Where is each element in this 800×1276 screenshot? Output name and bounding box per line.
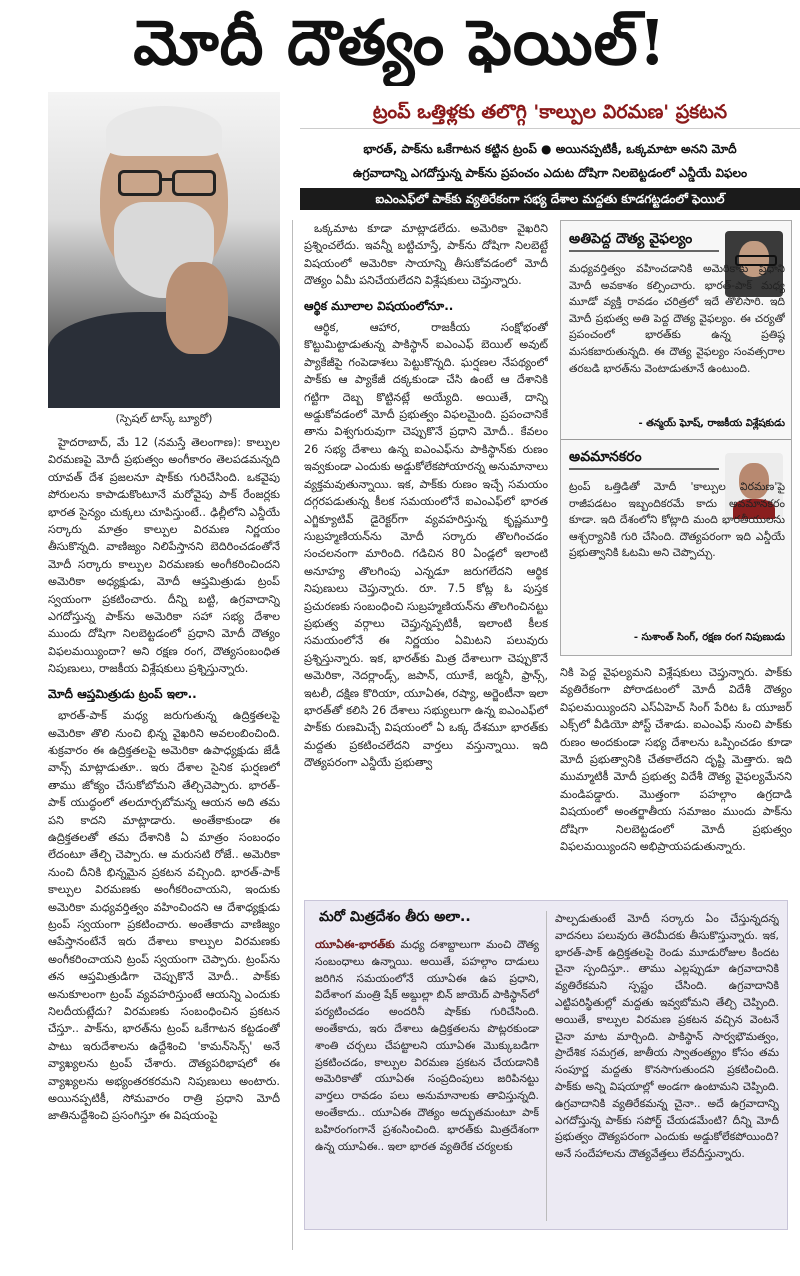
- column-3: [560, 664, 792, 890]
- mitra-title: మరో మిత్రదేశం తీరు అలా..: [319, 909, 471, 925]
- col2-paragraph-2: ఆర్థిక, ఆహార, రాజకీయ సంక్షోభంతో కొట్టుమిట్టాడుతున్న పాకిస్థాన్ ఐఎంఎఫ్ బెయిల్ అవుట్ ప్యాకేజీపై గంపెడాశలు పెట్టుకొన్నది. ఘర్షణల నేపథ్యంలో పాక్‌కు ఆ ప్యాకేజీ దక్కకుండా చేసి ఉంటే ఆ దేశానికి గట్టిగా దెబ్బ కొట్టినట్లే అయ్యేది. అయితే, దాన్ని అడ్డుకోవడంలో మోదీ ప్రభుత్వం విఫలమైంది. ప్రపంచానికే తాను విశ్వగురువుగా చెప్పుకొనే ప్రధాని మోదీ.. కేవలం 26 సభ్య దేశాలు ఉన్న ఐఎంఎఫ్‌ను పాకిస్థాన్‌కు రుణం ఇవ్వకుండా ఎందుకు అడ్డుకోలేకపోయారన్న అనుమానాలు వ్యక్తమవుతున్నాయి. ఇక, పాక్‌కు రుణం ఇచ్చే సమయం దగ్గరపడుతున్న కీలక సమయంలోనే ఐఎంఎఫ్‌లో భారత ఎగ్జిక్యూటివ్ డైరెక్టర్‌గా వ్యవహరిస్తున్న కృష్ణమూర్తి సుబ్రహ్మణియన్‌ను మోదీ సర్కారు తొలగించడం సంచలనంగా మారింది. గడిచిన 80 ఏండ్లలో ఇలాంటి అనూహ్య తొలగింపు ఎన్నడూ జరుగలేదని ఆర్థిక నిపుణులు చెప్తున్నారు. రూ. 7.5 కోట్ల ఓ పుస్తక ప్రచురణకు సంబంధించి సుబ్రహ్మణియన్‌ను తొలగించినట్టు ప్రభుత్వ వర్గాలు చెప్తున్నప్పటికీ, ఇలాంటి కీలక సమయంలోనే ఈ నిర్ణయం ఏమిటని పలువురు ప్రశ్నిస్తున్నారు. ఇక, భారత్‌కు మిత్ర దేశాలుగా చెప్పుకొనే అమెరికా, నెదర్లాండ్స్, జపాన్, యూకే, జర్మనీ, ఫ్రాన్స్, ఇటలీ, దక్షిణ కొరియా, యూఏఈ, రష్యా, అర్జెంటీనా ఇలా భారత్‌తో కలిసి 26 దేశాలు సభ్యులుగా ఉన్న ఐఎంఎఫ్‌లో పాక్‌కు రుణమిచ్చే విషయంలో ఏ ఒక్క దేశమూ భారత్‌కు మద్దతు ప్రకటించలేదని వార్తలు వస్తున్నాయి. ఇది దౌత్యపరంగా ఎన్డీయే ప్రభుత్వా: [304, 321, 548, 770]
- box1-title: అతిపెద్ద దౌత్య వైఫల్యం: [569, 231, 719, 252]
- opinion-sidebox: [560, 220, 792, 656]
- mitra-left-text: మధ్య దశాబ్దాలుగా మంచి దౌత్య సంబంధాలు ఉన్నాయి. అయితే, పహల్గాం దాడులు జరిగిన సమయంలోనే యూఏఈ ఉప ప్రధాని, విదేశాంగ మంత్రి షేక్ అబ్దుల్లా బిన్ జాయెద్ పాకిస్థాన్‌లో పర్యటించడం అందరినీ షాక్‌కు గురిచేసింది. అంతేకాదు, ఇరు దేశాలు ఉద్రిక్తతలను పొట్లరకుండా శాంతి చర్చలు చేపట్టాలని యూఏఈ మొక్కుబడిగా ప్రకటించడం, కాల్పుల విరమణ ప్రకటన చేయడానికి అమెరికాతో యూఏఈ సంప్రదింపులు జరిపినట్టు వార్తలు రావడం పలు అనుమానాలకు తావిస్తున్నది. అంతేకాదు.. యూఏఈ దౌత్యం అద్భుతమంటూ పాక్ బహిరంగంగానే ప్రశంసించింది. భారత్‌కు మిత్రదేశంగా ఉన్న యూఏఈ.. ఇలా భారత వ్యతిరేక చర్యలకు: [315, 938, 539, 1153]
- col2-paragraph: ఒక్కమాట కూడా మాట్లాడలేదు. అమెరికా వైఖరిని ప్రశ్నించలేదు. ఇవన్నీ బట్టిచూస్తే, పాక్‌ను దోషిగా నిలబెట్టే విషయంలో అమెరికా సాయాన్ని తీసుకోవడంలో మోదీ దౌత్యం ఏమీ పనిచేయలేదని విశ్లేషకులు చెప్తున్నారు.: [304, 222, 548, 288]
- column-2: [304, 220, 548, 890]
- col1-paragraph-2: భారత్-పాక్ మధ్య జరుగుతున్న ఉద్రిక్తతలపై అమెరికా తొలి నుంచి భిన్న వైఖరిని అవలంబించింది. శుక్రవారం ఈ ఉద్రిక్తతలపై అమెరికా ఉపాధ్యక్షుడు జేడీ వాన్స్ మాట్లాడుతూ.. ఇరు దేశాల సైనిక ఘర్షణలో తాము జోక్యం చేసుకోబోమని తేల్చిచెప్పారు. భారత్-పాక్ యుద్ధంలో తలదూర్చబోమన్న ఆయన అది తమ పని కాదని మాట్లాడారు. అంతేకాకుండా ఈ ఉద్రిక్తతలతో తమ దేశానికి ఏ మాత్రం సంబంధం లేదంటూ తేల్చి చెప్పారు. ఆ మరుసటి రోజే.. అమెరికా నుంచి దీనికి భిన్నమైన ప్రకటన వచ్చింది. భారత్-పాక్ కాల్పుల విరమణకు అంగీకరించాయని, ఇందుకు అమెరికా మధ్యవర్తిత్వం వహించిందని ఆ దేశాధ్యక్షుడు ట్రంప్ స్వయంగా ప్రకటించారు. అంతేకాదు వాణిజ్యం ఆపేస్తానంటేనే ఇరు దేశాలు కాల్పుల విరమణకు అంగీకరించాయని ట్రంప్ స్వయంగా చెప్పారు. ట్రంప్‌ను తన ఆప్తమిత్రుడిగా చెప్పుకొనే మోదీ.. పాక్‌కు అనుకూలంగా ట్రంప్ వ్యవహరిస్తుంటే ఆయన్ని ఎందుకు నిలదీయట్లేదు? విరమణకు సంబంధించిన ప్రకటన చేస్తూ.. పాక్‌ను, భారత్‌ను ట్రంప్ ఒకేగాటన కట్టడంతో పాటు ఇరుదేశాలను ఉద్దేశించి 'కామన్‌సెన్స్' అనే వ్యాఖ్యలను ట్రంప్ చేశారు. దౌత్యపరిభాషలో ఈ వ్యాఖ్యలను అభ్యంతరకరమని నిపుణులు అంటారు. అయినప్పటికీ, సోమవారం రాత్రి ప్రధాని మోదీ జాతినుద్దేశించి ప్రసంగిస్తూ ఈ విషయంపై: [48, 709, 280, 1123]
- box2-attribution: - సుశాంత్ సింగ్, రక్షణ రంగ నిపుణుడు: [633, 632, 785, 643]
- modi-photo: [48, 92, 280, 408]
- box2-text: ట్రంప్ ఒత్తిడితో మోదీ 'కాల్పుల విరమణ'పై రాజీపడటం ఇబ్బందికరమే కాదు అవమానకరం కూడా. ఇది దేశంలోని కోట్లాది మంది భారతీయులను ఆశ్చర్యానికి గురి చేసింది. దౌత్యపరంగా ఇది ఎన్డీయే ప్రభుత్వానికి ఓటమి అని చెప్పొచ్చు.: [569, 480, 785, 560]
- box2-title: అవమానకరం: [569, 449, 719, 470]
- mitra-left-column: [315, 937, 539, 1223]
- bullet-2: ఉగ్రవాదాన్ని ఎగదోస్తున్న పాక్‌ను ప్రపంచం ఎదుట దోషిగా నిలబెట్టడంలో ఎన్డీయే విఫలం: [352, 166, 748, 180]
- subheadline: ట్రంప్ ఒత్తిళ్లకు తలొగ్గి 'కాల్పుల విరమణ' ప్రకటన: [300, 96, 800, 129]
- box1-text: మధ్యవర్తిత్వం వహించడానికి అమెరికాకు ప్రధాని మోదీ అవకాశం కల్పించారు. భారత్-పాక్ మధ్య మూడో వ్యక్తి రావడం చరిత్రలో ఇదే తొలిసారి. ఇది మోదీ ప్రభుత్వ అతి పెద్ద దౌత్య వైఫల్యం. ఈ చర్యతో ప్రపంచంలో భారత్‌కు ఉన్న ప్రతిష్ఠ మసకబారుతున్నది. ఈ దౌత్య వైఫల్యం సంవత్సరాల తరబడి భారత్‌ను వెంటాడుతూనే ఉంటుంది.: [569, 262, 785, 375]
- column-divider: [292, 220, 293, 1250]
- bullet-1: భారత్, పాక్‌ను ఒకేగాటన కట్టిన ట్రంప్ ● అయినప్పటికీ, ఒక్కమాటా అనని మోదీ: [363, 142, 737, 156]
- bullet-3: ఐఎంఎఫ్‌లో పాక్‌కు వ్యతిరేకంగా సభ్య దేశాల మద్దతు కూడగట్టడంలో ఫెయిల్: [300, 188, 800, 210]
- col1-paragraph: హైదరాబాద్, మే 12 (నమస్తే తెలంగాణ): కాల్పుల విరమణపై మోదీ ప్రభుత్వం అంగీకారం తెలపడమన్నది యావత్ దేశ ప్రజలనూ షాక్‌కు గురిచేసింది. ఒకవైపు పోరులను కాపాడుకొంటూనే మరోవైపు పాక్ రేంజర్లకు భారత సైన్యం చుక్కలు చూపిస్తుంటే.. ఢిల్లీలోని ఎన్డీయే సర్కారు మాత్రం కాల్పుల విరమణ నిర్ణయం తీసుకొన్నది. వాణిజ్యం నిలిపేస్తానని బెదిరించడంతోనే మోదీ సర్కారు కాల్పుల విరమణకు అంగీకరించిందని అమెరికా అధ్యక్షుడు, మోదీ ఆప్తమిత్రుడు ట్రంప్ స్వయంగా ప్రకటించారు. దీన్ని బట్టి, ఉగ్రవాదాన్ని ఎగదోస్తున్న పాక్‌ను అమెరికా సహా సభ్య దేశాల ముందు దోషిగా నిలబెట్టడంలో ప్రధాని మోదీ దౌత్యం విఫలమయ్యిందా? అని రక్షణ రంగ, దౌత్యసంబంధిత నిపుణులు, రాజకీయ విశ్లేషకులు ప్రశ్నిస్తున్నారు.: [48, 436, 280, 676]
- mitra-right-column: [555, 911, 779, 1223]
- col2-section-title: ఆర్థిక మూలాల విషయంలోనూ..: [304, 298, 454, 313]
- photo-credit: (స్పెషల్ టాస్క్ బ్యూరో): [115, 412, 213, 425]
- col3-paragraph: నికి పెద్ద వైఫల్యమని విశ్లేషకులు చెప్తున్నారు. పాక్‌కు వ్యతిరేకంగా పోరాడటంలో మోదీ విదేశీ దౌత్యం విఫలమయ్యిందని ఎస్‌ఏహెచ్ సింగ్ పేరిట ఓ యూజర్ ఎక్స్‌లో వీడియో పోస్ట్ చేశాడు. ఐఎంఎఫ్ నుంచి పాక్‌కు రుణం అందకుండా సభ్య దేశాలను ఒప్పించడం కూడా మోదీ ప్రభుత్వానికి చేతకాలేదని దృష్టి మెత్తారు. ఇది ముమ్మాటికీ మోదీ ప్రభుత్వ విదేశీ దౌత్య వైఫల్యమేనని మండిపడ్డారు. మొత్తంగా పహల్గాం ఉగ్రదాడి విషయంలో అంతర్జాతీయ సమాజం ముందు పాక్‌ను దోషిగా నిలబెట్టడంలో మోదీ ప్రభుత్వం విఫలమయ్యిందని అభిప్రాయపడుతున్నారు.: [560, 666, 792, 854]
- mitra-right-text: పాల్పడుతుంటే మోదీ సర్కారు ఏం చేస్తున్నదన్న వాదనలు పలువురు తెరమీదకు తీసుకొస్తున్నారు. ఇక, భారత్-పాక్ ఉద్రిక్తతలపై రెండు మూడురోజుల కిందట చైనా స్పందిస్తూ.. తాము ఎల్లప్పుడూ ఉగ్రవాదానికి వ్యతిరేకమని స్పష్టం చేసింది. ఉగ్రవాదానికి ఎట్టిపరిస్థితుల్లో మద్దతు ఇవ్వబోమని తేల్చి చెప్పింది. అయితే, కాల్పుల విరమణ ప్రకటన వచ్చిన వెంటనే చైనా మాట మార్చింది. పాకిస్థాన్ సార్వభౌమత్వం, ప్రాదేశిక సమగ్రత, జాతీయ స్వాతంత్య్రం కోసం తమ సంపూర్ణ మద్దతు కొనసాగుతుందని ప్రకటించింది. పాక్‌కు అన్ని విషయాల్లో అండగా ఉంటామని చెప్పింది. ఉగ్రవాదానికి వ్యతిరేకమన్న చైనా.. అదే ఉగ్రవాదాన్ని ఎగదోస్తున్న పాక్‌కు సపోర్ట్ చేయడమేంటి? దీన్ని మోదీ ప్రభుత్వం దౌత్యపరంగా ఎందుకు అడ్డుకోలేకపోయింది? అనే సందేహాలను దౌత్యవేత్తలు లేవదీస్తున్నారు.: [555, 912, 779, 1161]
- col1-section-title: మోదీ ఆప్తమిత్రుడు ట్రంప్ ఇలా..: [48, 686, 197, 701]
- mitra-desham-box: [304, 900, 788, 1230]
- column-1: [48, 434, 280, 1254]
- headline: మోదీ దౌత్యం ఫెయిల్!: [133, 6, 667, 79]
- box1-attribution: - తన్మయ్ ఘోష్, రాజకీయ విశ్లేషకుడు: [638, 418, 785, 429]
- mitra-lead: యూఏఈ-భారత్‌కు: [315, 938, 395, 951]
